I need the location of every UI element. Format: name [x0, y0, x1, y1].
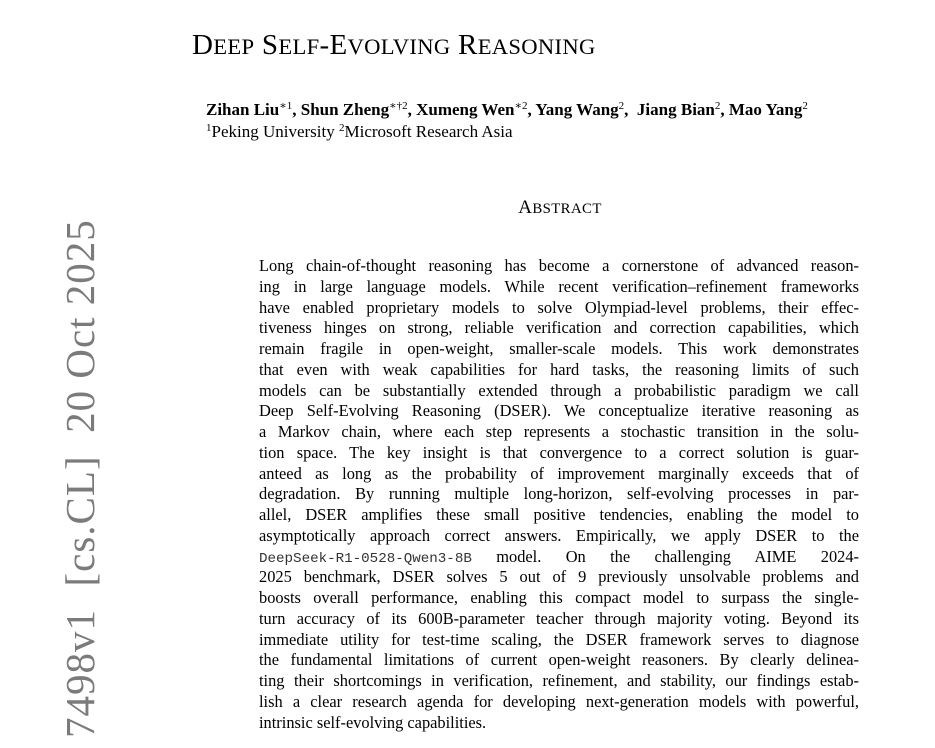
- abstract-line: allel, DSER amplifies these small positive tendencies, enabling the model to: [259, 505, 859, 524]
- abstract-line: that even with weak capabilities for hard tasks, the reasoning limits of such: [259, 359, 859, 379]
- abstract-line: ting their shortcomings in verification, refinement, and stability, our findings estab-: [259, 671, 859, 690]
- abstract-line: DeepSeek-R1-0528-Qwen3-8B model. On the challenging AIME 2024-: [259, 546, 859, 567]
- abstract-line: immediate utility for test-time scaling, the DSER framework serves to diagnose: [259, 629, 859, 649]
- author-name: Zihan Liu: [206, 100, 280, 119]
- abstract-heading: ABSTRACT: [518, 197, 602, 218]
- affiliation: Microsoft Research Asia: [344, 122, 513, 141]
- abstract-line: boosts overall performance, enabling this compact model to surpass the single-: [259, 588, 859, 607]
- abstract-line: a Markov chain, where each step represents a stochastic transition in the solu-: [259, 422, 859, 441]
- abstract-line: anteed as long as the probability of improvement marginally exceeds that of: [259, 463, 859, 483]
- author-marker: 2: [714, 100, 721, 112]
- model-name-code: DeepSeek-R1-0528-Qwen3-8B: [259, 550, 472, 567]
- abstract-body: [259, 256, 859, 733]
- author-marker: 2: [802, 100, 808, 112]
- author-name: Jiang Bian: [636, 100, 715, 119]
- abstract-line: the fundamental limitations of current open-weight reasoners. By clearly delinea-: [259, 650, 859, 670]
- abstract-line: asymptotically approach correct answers. Empirically, we apply DSER to the: [259, 525, 859, 545]
- author-list: Zihan Liu$^{∗1}$, Shun Zheng$^{∗\dagger 2}$, Xumeng Wen$^{∗2}$, Yang Wang$^2$, Jiang Bian$^2$, Mao Yang$^2$: [206, 100, 808, 119]
- abstract-line: tiveness hinges on strong, reliable verification and correction capabilities, which: [259, 318, 859, 338]
- abstract-line: intrinsic self-evolving capabilities.: [259, 712, 487, 732]
- paper-title: DEEP SELF-EVOLVING REASONING: [192, 29, 596, 61]
- author-name: Shun Zheng: [300, 100, 390, 119]
- affiliation-list: $^1$Peking University $^2$Microsoft Research Asia: [206, 122, 513, 141]
- author-marker: ∗†2: [389, 100, 408, 112]
- abstract-line: lish a clear research agenda for developing next-generation models with powerful,: [259, 691, 859, 711]
- abstract-line: models can be substantially extended through a probabilistic paradigm we call: [259, 380, 859, 400]
- abstract-line: tion space. The key insight is that convergence to a correct solution is guar-: [259, 442, 859, 462]
- abstract-line: turn accuracy of its 600B-parameter teacher through majority voting. Beyond its: [259, 608, 859, 628]
- affiliation: Peking University: [211, 122, 339, 141]
- arxiv-identifier-stamp: 7498v1 [cs.CL] 20 Oct 2025: [57, 219, 103, 738]
- abstract-line: Long chain-of-thought reasoning has become a cornerstone of advanced reason-: [259, 256, 859, 275]
- abstract-line: 2025 benchmark, DSER solves 5 out of 9 previously unsolvable problems and: [259, 567, 859, 587]
- abstract-line: degradation. By running multiple long-horizon, self-evolving processes in par-: [259, 484, 859, 504]
- author-marker: ∗2: [514, 100, 528, 112]
- author-marker: ∗1: [279, 100, 293, 112]
- abstract-line: remain fragile in open-weight, smaller-scale models. This work demonstrates: [259, 339, 859, 358]
- author-name: Xumeng Wen: [416, 100, 515, 119]
- abstract-line: have enabled proprietary models to solve Olympiad-level problems, their effec-: [259, 297, 859, 317]
- abstract-line: Deep Self-Evolving Reasoning (DSER). We conceptualize iterative reasoning as: [259, 401, 859, 421]
- abstract-line: ing in large language models. While recent verification–refinement frameworks: [259, 276, 859, 296]
- author-name: Yang Wang: [535, 100, 619, 119]
- author-name: Mao Yang: [728, 100, 803, 119]
- author-marker: 2: [618, 100, 625, 112]
